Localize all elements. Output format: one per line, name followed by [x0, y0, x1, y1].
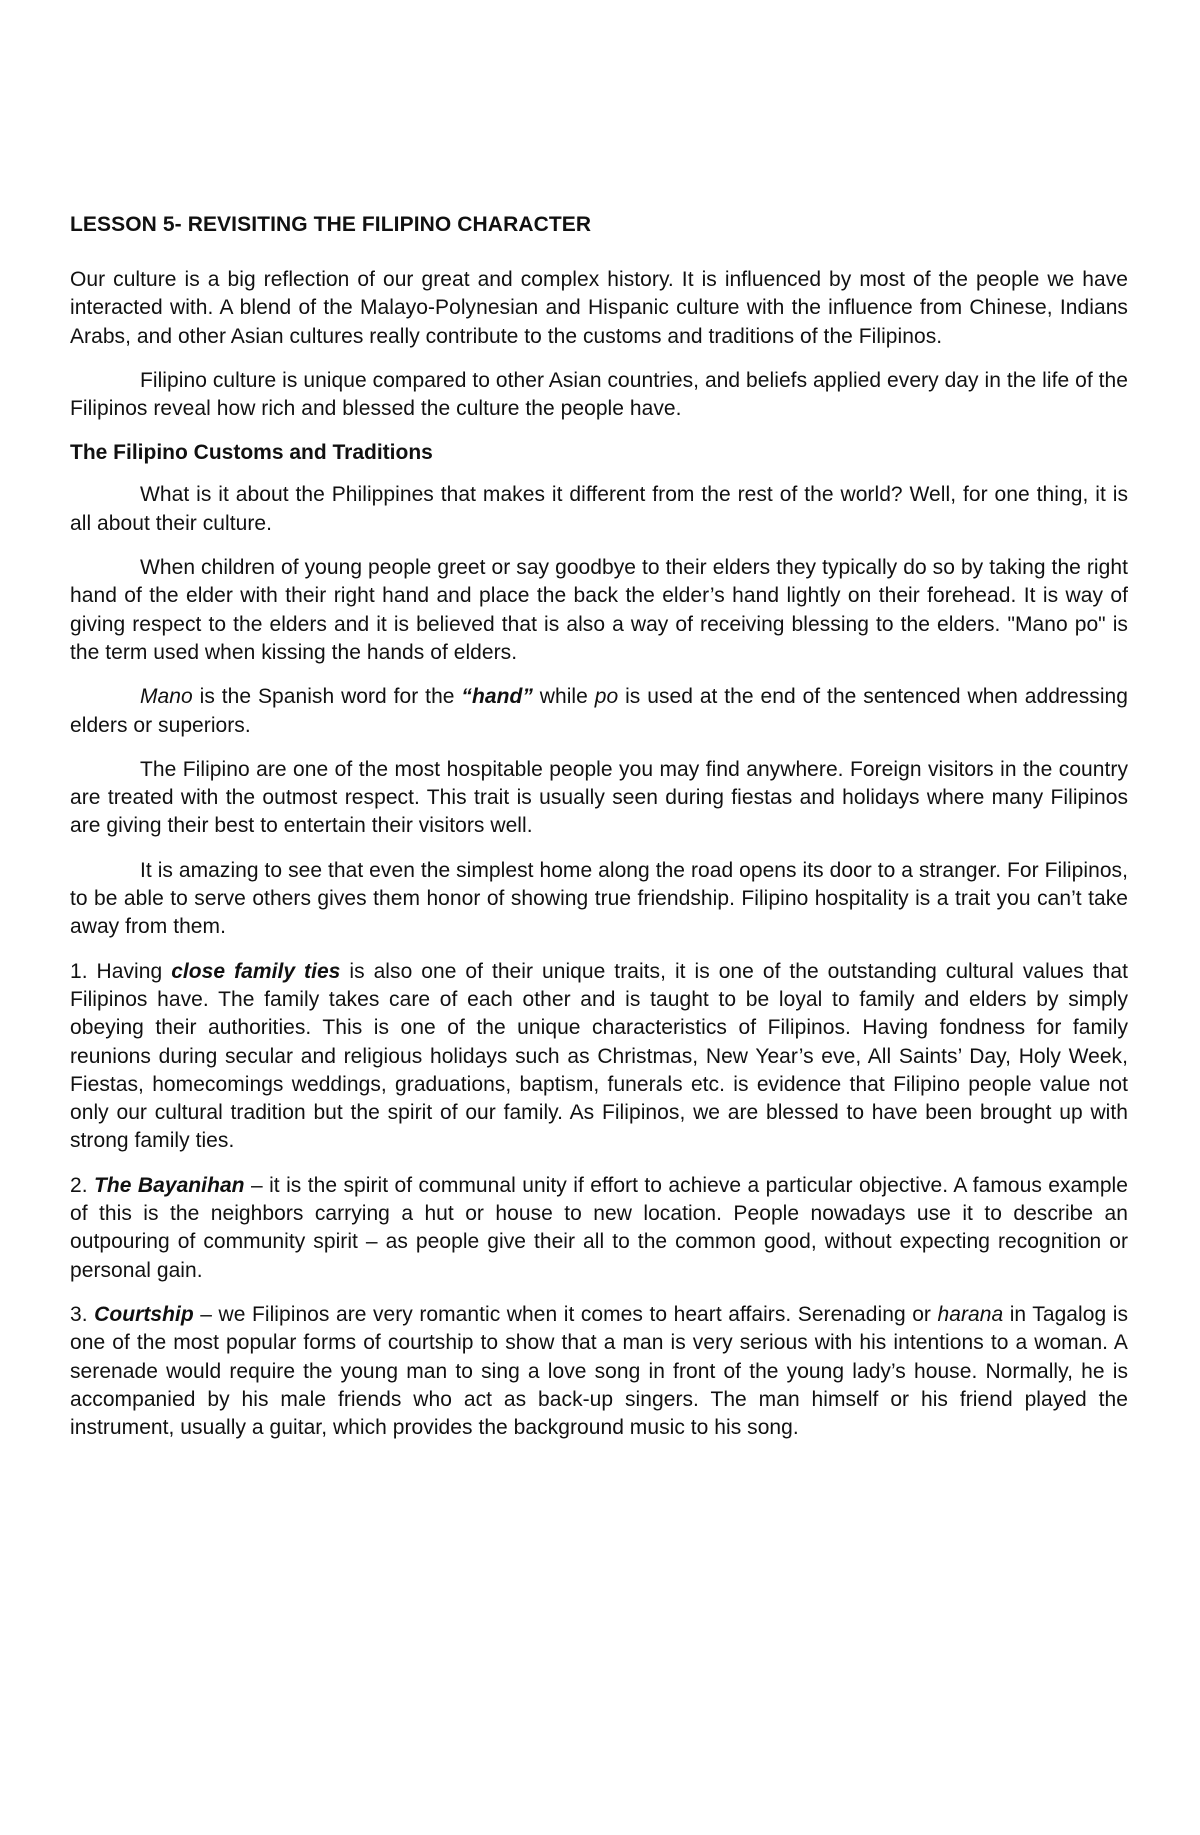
- po-term: po: [594, 685, 619, 709]
- list-item-courtship: [70, 1301, 1128, 1442]
- mano-text-1: is the Spanish word for the: [192, 685, 462, 709]
- culture-uniqueness-paragraph: Filipino culture is unique compared to other Asian countries, and beliefs applied every day in the life of the Filipinos reveal how rich and blessed the culture the people have.: [70, 368, 1128, 421]
- difference-paragraph: What is it about the Philippines that makes it different from the rest of the world? Well, for one thing, it is all about their culture.: [70, 483, 1128, 535]
- mano-meaning-paragraph: [70, 683, 1128, 740]
- item-term: Courtship: [94, 1302, 194, 1326]
- item-text: is also one of their unique traits, it is one of the outstanding cultural values that Filipinos have. The family takes care of each other and is taught to be loyal to family and elders by simply obeying their authorities. This is one of the unique characteristics of Filipinos. Having fondness for family reunions during secular and religious holidays such as Christmas, New Year’s eve, All Saints’ Day, Holy Week, Fiestas, homecomings weddings, graduations, baptism, funerals etc. is evidence that Filipino people value not only our cultural tradition but the spirit of our family. As Filipinos, we are blessed to have been brought up with strong family ties.: [70, 959, 1128, 1153]
- section-heading: The Filipino Customs and Traditions: [70, 441, 433, 465]
- list-item-family-ties: [70, 958, 1128, 1156]
- item-text: – it is the spirit of communal unity if effort to achieve a particular objective. A famous example of this is the neighbors carrying a hut or house to new location. People nowadays use it to describe an outpouring of community spirit – as people give their all to the common good, without expecting recognition or personal gain.: [70, 1173, 1128, 1282]
- harana-term: harana: [937, 1302, 1004, 1326]
- item-term: The Bayanihan: [94, 1173, 245, 1197]
- item-number: 2.: [70, 1173, 95, 1197]
- item-text-1: – we Filipinos are very romantic when it comes to heart affairs. Serenading or: [193, 1302, 938, 1326]
- item-text-2: in Tagalog is one of the most popular forms of courtship to show that a man is very serious with his intentions to a woman. A serenade would require the young man to sing a love song in front of the young lady’s house. Normally, he is accompanied by his male friends who act as back-up singers. The man himself or his friend played the instrument, usually a guitar, which provides the background music to his song.: [70, 1302, 1128, 1440]
- mano-term: Mano: [140, 685, 193, 709]
- lesson-title: LESSON 5- REVISITING THE FILIPINO CHARACTER: [70, 213, 592, 236]
- hand-term: “hand”: [461, 685, 533, 709]
- mano-text-3: is used at the end of the sentenced when addressing elders or superiors.: [70, 685, 1129, 737]
- item-number: 1. Having: [70, 959, 172, 983]
- item-number: 3.: [70, 1302, 95, 1326]
- mano-text-2: while: [532, 685, 595, 709]
- intro-paragraph: Our culture is a big reflection of our great and complex history. It is influenced by most of the people we have interacted with. A blend of the Malayo-Polynesian and Hispanic culture with the influence from Chinese, Indians Arabs, and other Asian cultures really contribute to the customs and traditions of the Filipinos.: [70, 268, 1128, 348]
- document-page: [70, 212, 1128, 1458]
- list-item-bayanihan: [70, 1172, 1128, 1285]
- hospitality-paragraph: The Filipino are one of the most hospitable people you may find anywhere. Foreign visitors in the country are treated with the outmost respect. This trait is usually seen during fiestas and holidays where many Filipinos are giving their best to entertain their visitors well.: [70, 757, 1128, 838]
- mano-custom-paragraph: When children of young people greet or say goodbye to their elders they typically do so by taking the right hand of the elder with their right hand and place the back the elder’s hand lightly on their forehead. It is way of giving respect to the elders and it is believed that is also a way of receiving blessing to the elders. "Mano po" is the term used when kissing the hands of elders.: [70, 556, 1128, 664]
- item-term: close family ties: [171, 959, 341, 983]
- simple-home-paragraph: It is amazing to see that even the simplest home along the road opens its door to a stranger. For Filipinos, to be able to serve others gives them honor of showing true friendship. Filipino hospitality is a trait you can’t take away from them.: [70, 858, 1128, 939]
